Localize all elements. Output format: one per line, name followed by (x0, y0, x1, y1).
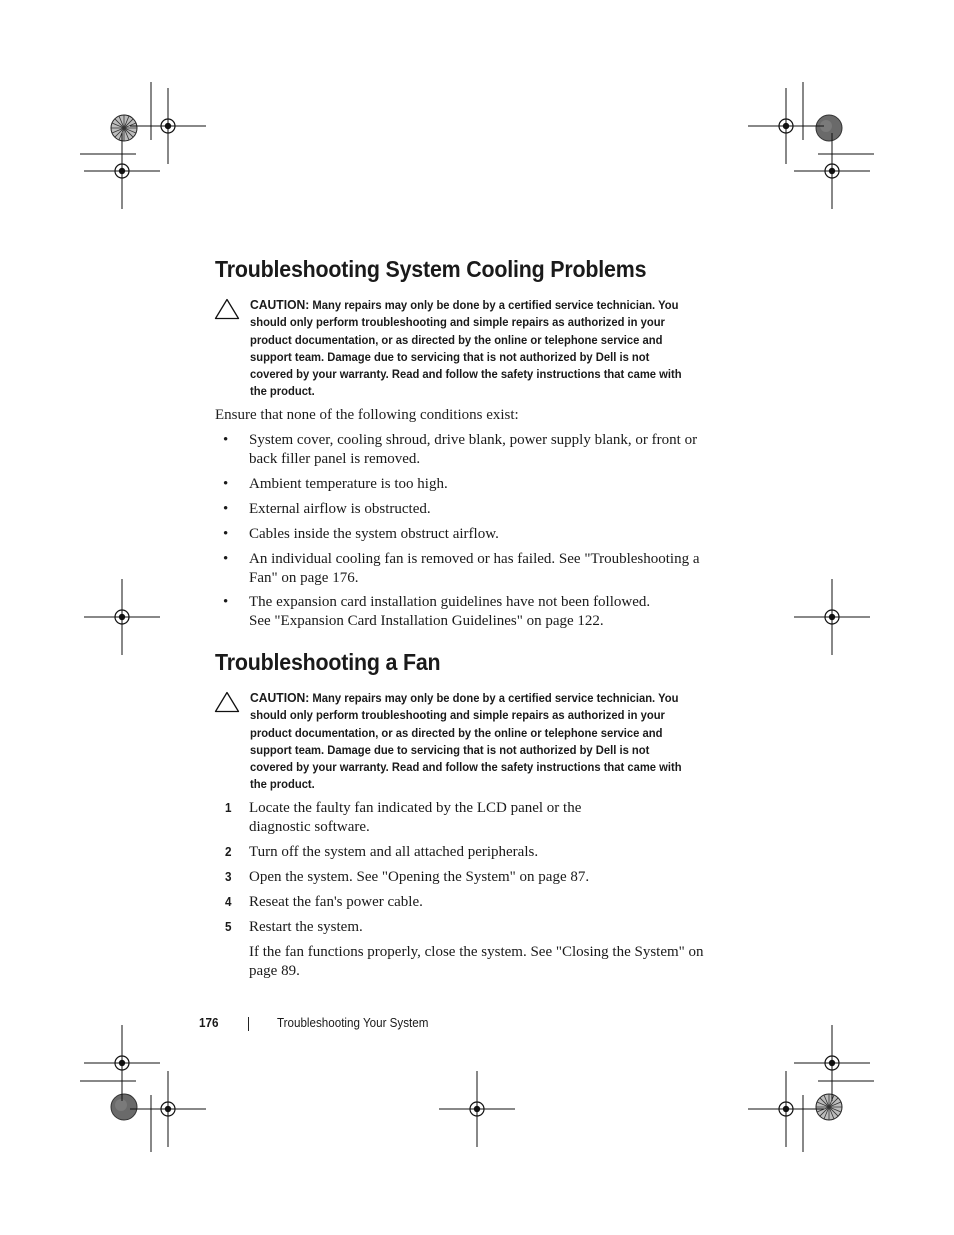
step-number: 5 (225, 919, 232, 934)
caution-body: Many repairs may only be done by a certified service technician. You should only perform troubleshooting and simple repairs as authorized in your product documentation, or as directed by the online or telephone service and support team. Damage due to servicing that is not authorized by Dell is not covered by your warranty. Read and follow the safety instructions that came with the product. (250, 298, 682, 399)
footer-divider (248, 1017, 249, 1031)
caution-icon (214, 691, 240, 713)
caution-icon (214, 298, 240, 320)
bullet-marker: • (223, 526, 229, 542)
bullet-marker: • (223, 432, 229, 448)
step-number: 4 (225, 894, 232, 909)
bullet-marker: • (223, 476, 229, 492)
bullet-marker: • (223, 594, 229, 610)
step-number: 2 (225, 844, 232, 859)
step-text: Locate the faulty fan indicated by the LCD panel or the diagnostic software. (249, 800, 582, 835)
step-text: Open the system. See "Opening the System" on page 87. (249, 869, 590, 885)
step-text: Restart the system. (249, 919, 363, 935)
caution-text (250, 296, 692, 401)
list-item: An individual cooling fan is removed or has failed. See "Troubleshooting a Fan" on page 176. (249, 551, 700, 586)
list-item: Ambient temperature is too high. (249, 476, 448, 492)
bullet-marker: • (223, 501, 229, 517)
list-item: System cover, cooling shroud, drive blank, power supply blank, or front or back filler panel is removed. (249, 432, 698, 467)
intro-text: Ensure that none of the following conditions exist: (215, 407, 519, 423)
caution-text (250, 689, 692, 794)
step-number: 1 (225, 800, 232, 815)
list-item: Cables inside the system obstruct airflow. (249, 526, 499, 542)
footer-chapter-title: Troubleshooting Your System (277, 1016, 429, 1030)
list-item: External airflow is obstructed. (249, 501, 431, 517)
bullet-marker: • (223, 551, 229, 567)
page-number: 176 (199, 1015, 219, 1030)
section-heading-cooling: Troubleshooting System Cooling Problems (215, 256, 647, 282)
step-number: 3 (225, 869, 232, 884)
section-heading-fan: Troubleshooting a Fan (215, 649, 441, 675)
caution-label: CAUTION: (250, 690, 310, 705)
caution-body: Many repairs may only be done by a certified service technician. You should only perform troubleshooting and simple repairs as authorized in your product documentation, or as directed by the online or telephone service and support team. Damage due to servicing that is not authorized by Dell is not covered by your warranty. Read and follow the safety instructions that came with the product. (250, 691, 682, 792)
step-text: Reseat the fan's power cable. (249, 894, 423, 910)
step-note: If the fan functions properly, close the system. See "Closing the System" on page 89. (249, 944, 704, 979)
step-text: Turn off the system and all attached peripherals. (249, 844, 539, 860)
list-item: The expansion card installation guidelines have not been followed. See "Expansion Card Installation Guidelines" on page 122. (249, 594, 651, 629)
caution-label: CAUTION: (250, 297, 310, 312)
